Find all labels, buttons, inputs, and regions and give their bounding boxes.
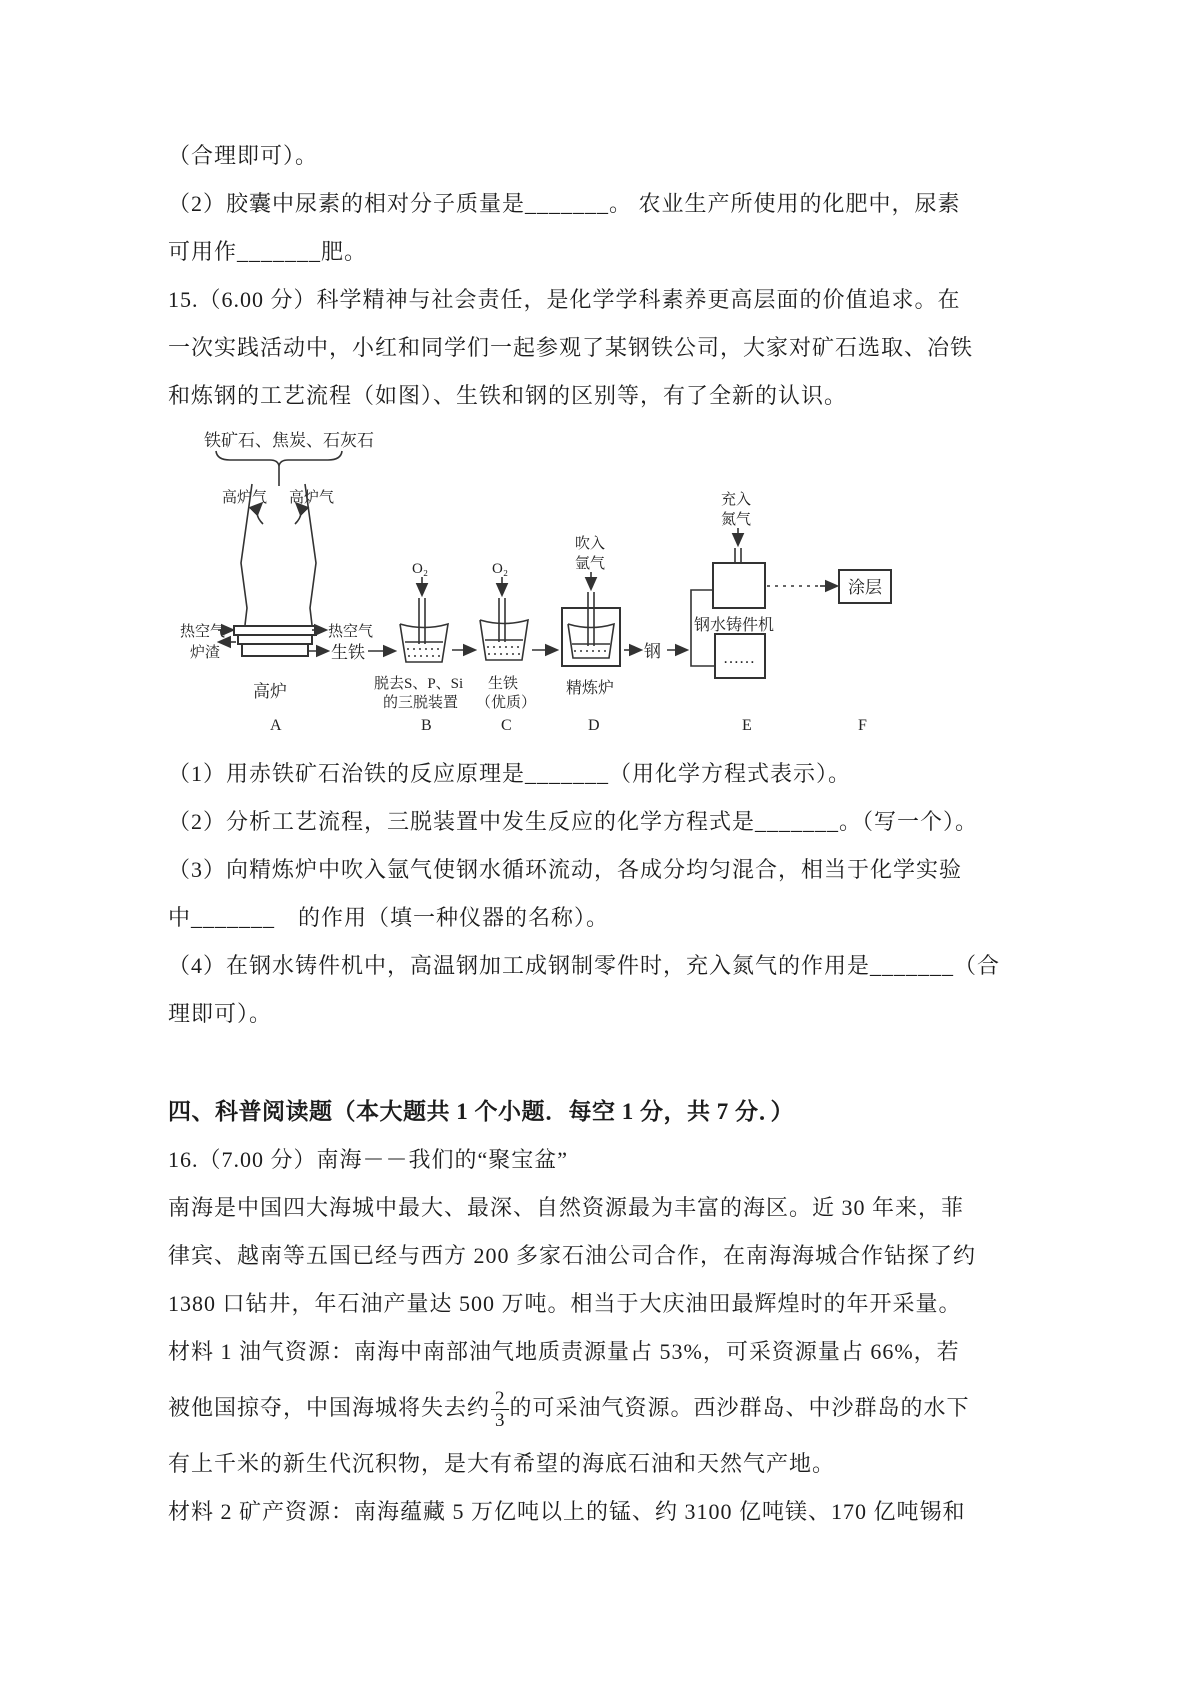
- furnace-gas-right-label: 高炉气: [289, 490, 335, 506]
- question-15-4-line: （4）在钢水铸件机中，高温钢加工成钢制零件时，充入氮气的作用是_______（合: [168, 953, 1001, 978]
- steelmaking-process-diagram: [170, 420, 1040, 750]
- furnace-gas-left-label: 高炉气: [222, 490, 268, 506]
- stage-label-f: F: [858, 717, 867, 734]
- stage-label-e: E: [742, 717, 752, 734]
- brace: [216, 451, 342, 466]
- furnace-inputs-label: 铁矿石、焦炭、石灰石: [204, 431, 374, 450]
- hot-air-right-label: 热空气: [328, 624, 374, 640]
- steel-label: 钢: [644, 642, 661, 661]
- fraction-denominator: 3: [495, 1410, 505, 1432]
- furnace-hearth: [234, 626, 316, 635]
- casting-machine-label: 钢水铸件机: [694, 617, 775, 634]
- oxygen-label-c: O₂: [492, 561, 509, 577]
- casting-machine-dots: ……: [723, 650, 755, 667]
- fill-nitrogen-label-1: 充入: [721, 492, 752, 508]
- stage-label-d: D: [588, 717, 600, 734]
- text-line: 南海是中国四大海城中最大、最深、自然资源最为丰富的海区。近 30 年来，菲: [168, 1195, 965, 1220]
- blow-in-label-2: 氩气: [575, 556, 606, 572]
- pig-iron-out-label: 生铁: [331, 643, 365, 662]
- text-line: 可用作_______肥。: [168, 239, 368, 264]
- vessel-c-label-2: （优质）: [476, 695, 537, 711]
- question-15-line: 15.（6.00 分）科学精神与社会责任，是化学学科素养更高层面的价值追求。在: [168, 287, 961, 312]
- text-line: 中_______ 的作用（填一种仪器的名称）。: [168, 905, 610, 930]
- fraction-numerator: 2: [491, 1389, 509, 1411]
- text-line: 律宾、越南等五国已经与西方 200 多家石油公司合作，在南海海城合作钻探了约: [168, 1243, 977, 1268]
- stage-label-c: C: [501, 717, 512, 734]
- fraction-line-after: 的可采油气资源。西沙群岛、中沙群岛的水下: [509, 1395, 970, 1420]
- blow-in-label-1: 吹入: [575, 536, 606, 552]
- question-16-line: 16.（7.00 分）南海－－我们的“聚宝盆”: [168, 1147, 569, 1172]
- text-line: 有上千米的新生代沉积物，是大有希望的海底石油和天然气产地。: [168, 1451, 836, 1476]
- hot-air-left-label: 热空气: [180, 624, 226, 640]
- fraction-line-before: 被他国掠夺，中国海城将失去约: [168, 1395, 491, 1420]
- furnace-label: 高炉: [253, 682, 287, 701]
- stage-label-a: A: [270, 717, 282, 734]
- gas-arrow-right: [295, 504, 301, 524]
- text-line: 1380 口钻井，年石油产量达 500 万吨。相当于大庆油田最辉煌时的年开采量。: [168, 1291, 962, 1316]
- question-15-2-line: （2）分析工艺流程，三脱装置中发生反应的化学方程式是_______。（写一个）。: [168, 809, 979, 834]
- casting-machine-upper-box: [713, 563, 765, 608]
- text-line: 理即可）。: [168, 1001, 273, 1026]
- material-1-line: 材料 1 油气资源：南海中南部油气地质责源量占 53%，可采资源量占 66%，若: [168, 1339, 960, 1364]
- vessel-b-label-2: 的三脱装置: [383, 695, 459, 711]
- section-heading: 四、科普阅读题（本大题共 1 个小题．每空 1 分，共 7 分．）: [168, 1099, 794, 1124]
- text-line: （2）胶囊中尿素的相对分子质量是_______。 农业生产所使用的化肥中，尿素: [168, 191, 961, 216]
- vessel-c-label-1: 生铁: [488, 676, 519, 692]
- text-line: 和炼钢的工艺流程（如图）、生铁和钢的区别等，有了全新的认识。: [168, 383, 848, 408]
- gas-arrow-left: [257, 504, 263, 524]
- question-15-1-line: （1）用赤铁矿石治铁的反应原理是_______（用化学方程式表示）。: [168, 761, 852, 786]
- coating-label: 涂层: [848, 578, 882, 597]
- refining-furnace-label: 精炼炉: [566, 680, 615, 697]
- text-line-with-fraction: [168, 1376, 1035, 1440]
- question-15-3-line: （3）向精炼炉中吹入氩气使钢水循环流动，各成分均匀混合，相当于化学实验: [168, 857, 963, 882]
- fill-nitrogen-label-2: 氮气: [721, 512, 752, 528]
- stage-label-b: B: [421, 717, 432, 734]
- vessel-b-label-1: 脱去S、P、Si: [374, 676, 464, 692]
- text-line: 一次实践活动中，小红和同学们一起参观了某钢铁公司，大家对矿石选取、冶铁: [168, 335, 974, 360]
- fraction-two-thirds: [491, 1389, 509, 1432]
- material-2-line: 材料 2 矿产资源：南海蕴藏 5 万亿吨以上的锰、约 3100 亿吨镁、170 亿吨锡和: [168, 1499, 966, 1524]
- oxygen-label-b: O₂: [412, 561, 429, 577]
- text-line: （合理即可）。: [168, 143, 319, 168]
- slag-label: 炉渣: [190, 645, 221, 661]
- vessel-b: [400, 624, 448, 662]
